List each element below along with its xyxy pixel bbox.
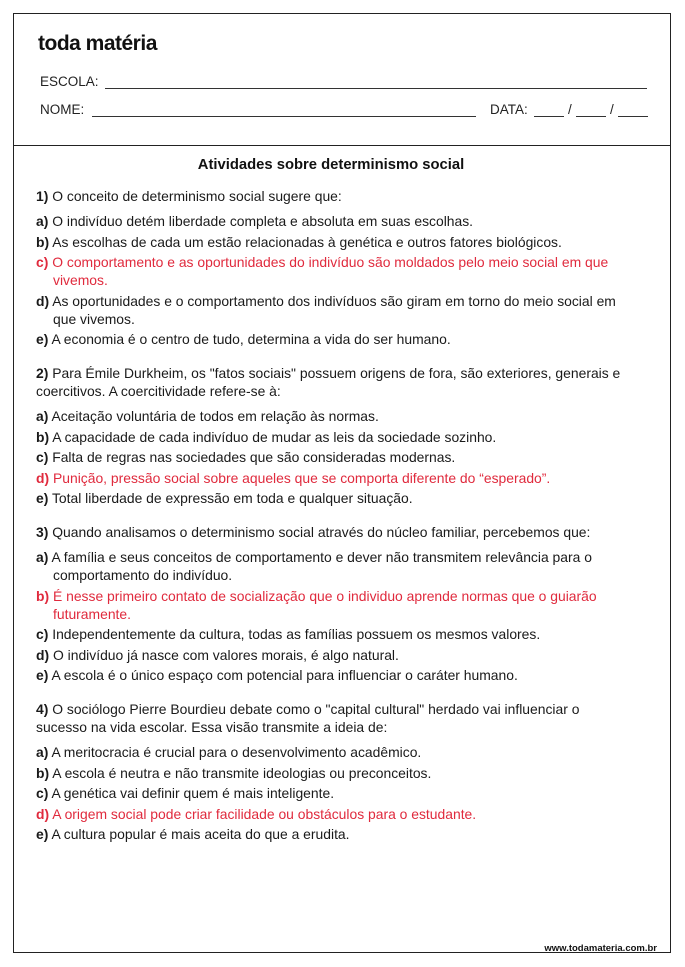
option-text: Falta de regras nas sociedades que são consideradas modernas.	[52, 449, 456, 465]
school-label: ESCOLA:	[40, 74, 99, 89]
option-letter: c)	[36, 449, 49, 465]
worksheet-header	[14, 14, 670, 146]
date-month-field[interactable]	[576, 116, 606, 117]
option-text: Total liberdade de expressão em toda e qualquer situação.	[51, 490, 413, 506]
question-text: O conceito de determinismo social sugere que:	[52, 188, 342, 204]
option-text: A meritocracia é crucial para o desenvolvimento acadêmico.	[51, 744, 422, 760]
question-list	[36, 187, 626, 843]
option-letter: d)	[36, 292, 50, 309]
option-text: A capacidade de cada indivíduo de mudar as leis da sociedade sozinho.	[52, 428, 497, 445]
answer-option	[36, 292, 626, 328]
answer-option	[36, 548, 626, 584]
option-letter: a)	[36, 744, 49, 760]
footer-url: www.todamateria.com.br	[544, 943, 657, 954]
answer-option-correct	[36, 805, 626, 823]
answer-option	[36, 784, 626, 802]
option-letter: d)	[36, 469, 50, 486]
question-number: 3)	[36, 524, 49, 540]
answer-option	[36, 646, 626, 664]
question-3	[36, 523, 626, 541]
answer-option	[36, 233, 626, 251]
brand-logo: toda matéria	[38, 32, 157, 55]
option-letter: e)	[36, 490, 49, 506]
answer-option	[36, 330, 626, 348]
answer-option	[36, 212, 626, 230]
answer-options	[36, 212, 626, 348]
question-number: 1)	[36, 188, 49, 204]
answer-option	[36, 743, 626, 761]
option-letter: e)	[36, 331, 49, 347]
answer-option-correct	[36, 469, 626, 487]
answer-option	[36, 407, 626, 425]
question-text: Para Émile Durkheim, os "fatos sociais" possuem origens de fora, são exteriores, generais e coercitivos. A coercitividade refere-se à:	[36, 365, 621, 399]
answer-options	[36, 548, 626, 684]
question-4	[36, 700, 626, 736]
question-number: 4)	[36, 701, 49, 717]
option-text: Aceitação voluntária de todos em relação às normas.	[51, 408, 379, 424]
option-letter: b)	[36, 233, 50, 250]
option-letter: d)	[36, 646, 50, 663]
answer-option	[36, 825, 626, 843]
option-letter: b)	[36, 764, 50, 781]
answer-option	[36, 448, 626, 466]
option-letter: c)	[36, 254, 49, 270]
answer-option-correct	[36, 253, 626, 289]
worksheet-title: Atividades sobre determinismo social	[197, 157, 465, 173]
option-text: A economia é o centro de tudo, determina a vida do ser humano.	[51, 331, 451, 347]
option-text: As escolhas de cada um estão relacionadas à genética e outros fatores biológicos.	[52, 233, 562, 250]
option-text: O indivíduo detém liberdade completa e absoluta em suas escolhas.	[52, 213, 474, 229]
option-letter: a)	[36, 408, 49, 424]
question-text: Quando analisamos o determinismo social através do núcleo familiar, percebemos que:	[52, 524, 591, 540]
option-letter: b)	[36, 428, 50, 445]
answer-option-correct	[36, 587, 626, 623]
question-1	[36, 187, 626, 205]
answer-option	[36, 764, 626, 782]
option-letter: e)	[36, 826, 49, 842]
option-text: A escola é neutra e não transmite ideologias ou preconceitos.	[52, 764, 432, 781]
date-separator: /	[568, 102, 572, 117]
option-letter: a)	[36, 213, 49, 229]
school-field[interactable]	[105, 88, 647, 89]
answer-option	[36, 625, 626, 643]
option-letter: d)	[36, 805, 50, 822]
option-letter: c)	[36, 626, 49, 642]
answer-option	[36, 489, 626, 507]
date-label: DATA:	[490, 102, 528, 117]
option-text: O indivíduo já nasce com valores morais, é algo natural.	[52, 646, 399, 663]
answer-option	[36, 428, 626, 446]
option-text: O comportamento e as oportunidades do indivíduo são moldados pelo meio social em que vivemos.	[52, 254, 609, 288]
date-day-field[interactable]	[534, 116, 564, 117]
answer-options	[36, 407, 626, 507]
option-text: Punição, pressão social sobre aqueles que se comporta diferente do “esperado”.	[52, 469, 551, 486]
answer-options	[36, 743, 626, 843]
option-text: As oportunidades e o comportamento dos indivíduos são giram em torno do meio social em que vivemos.	[52, 292, 616, 327]
question-text: O sociólogo Pierre Bourdieu debate como o "capital cultural" herdado vai influenciar o sucesso na vida escolar. Essa visão transmite a ideia de:	[36, 701, 580, 735]
option-letter: a)	[36, 549, 49, 565]
option-letter: e)	[36, 667, 49, 683]
option-text: A origem social pode criar facilidade ou obstáculos para o estudante.	[52, 805, 477, 822]
option-text: A escola é o único espaço com potencial para influenciar o caráter humano.	[51, 667, 518, 683]
option-text: A genética vai definir quem é mais inteligente.	[51, 785, 335, 801]
name-field[interactable]	[92, 116, 476, 117]
option-text: Independentemente da cultura, todas as famílias possuem os mesmos valores.	[52, 626, 541, 642]
option-letter: b)	[36, 587, 50, 604]
worksheet-content	[36, 157, 626, 859]
option-text: A família e seus conceitos de comportamento e dever não transmitem relevância para o comportamento do indivíduo.	[51, 549, 592, 583]
option-letter: c)	[36, 785, 49, 801]
question-2	[36, 364, 626, 400]
date-separator: /	[610, 102, 614, 117]
answer-option	[36, 666, 626, 684]
name-label: NOME:	[40, 102, 85, 117]
question-number: 2)	[36, 365, 49, 381]
option-text: A cultura popular é mais aceita do que a erudita.	[51, 826, 350, 842]
option-text: É nesse primeiro contato de socialização que o individuo aprende normas que o guiarão futuramente.	[52, 587, 597, 622]
date-year-field[interactable]	[618, 116, 648, 117]
